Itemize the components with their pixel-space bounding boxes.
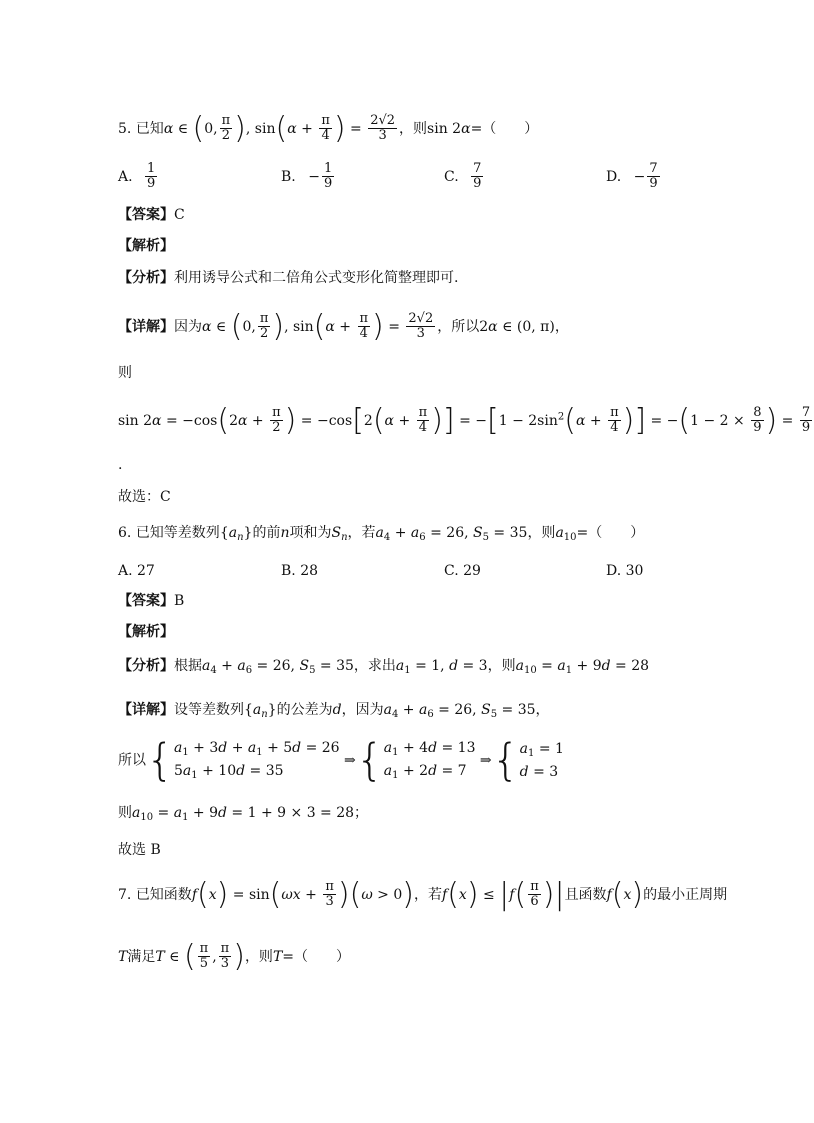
q5-suffix: ，则 bbox=[399, 121, 428, 138]
q5-tail: =（ ） bbox=[470, 121, 539, 138]
q5-dot: . bbox=[118, 457, 123, 473]
q5-number: 5. bbox=[118, 121, 132, 138]
answer-tag: 【答案】 bbox=[118, 207, 174, 223]
q5-fenxi: 【分析】利用诱导公式和二倍角公式变形化简整理即可. bbox=[118, 270, 459, 286]
q6-fenxi: 【分析】根据$a_4 + a_6 = 26$, $S_5 = 35$，求出$a_1 = 1$, d = 3，则$a_{10} = a_1 + 9d = 28$ bbox=[118, 658, 650, 676]
q5-answer bbox=[118, 208, 185, 222]
q6-result: 则$a_{10} = a_1 + 9d = 1 + 9 \times 3 = 28$； bbox=[118, 805, 369, 823]
q5-prefix: 已知 bbox=[135, 121, 164, 138]
q5-stem: 5. 已知α ∈ (0, $\frac{\pi}{2}$ ), sin(α + $\frac{\pi}{4}$ ) = $\frac{2√2}{3}$ ，则sin 2α=（ ） bbox=[118, 111, 539, 147]
q6-conclusion: 故选 B bbox=[118, 842, 161, 858]
q5-conclusion: 故选：C bbox=[118, 489, 171, 505]
q6-option-a: A. 27 bbox=[118, 563, 155, 579]
q5-option-a: A. $\frac{1}{9}$ bbox=[118, 161, 156, 192]
q6-system: 所以{ $a_1 + 3d + a_1 + 5d = 26$ $5a_1 + 10d = 35$ ⇒{ $a_1 + 4d = 13$ $a_1 + 2d = 7$ ⇒{ $a_1 = 1$ d = 3 bbox=[118, 734, 564, 786]
q5-option-d: D. − $\frac{7}{9}$ bbox=[606, 161, 658, 192]
q5-option-b: B. − $\frac{1}{9}$ bbox=[281, 161, 333, 192]
q6-detail: 【详解】设等差数列$\{a_n\}$的公差为d，因为$a_4 + a_6 = 26$, $S_5 = 35$， bbox=[118, 702, 550, 720]
q5-detail: 【详解】因为α ∈ (0, $\frac{\pi}{2}$ ), sin(α + $\frac{\pi}{4}$ ) = $\frac{2√2}{3}$ ，所以2α ∈ (0, π)， bbox=[118, 309, 569, 345]
q6-answer: 【答案】B bbox=[118, 593, 185, 609]
q5-derivation: sin 2α = −cos(2α + $\frac{\pi}{2}$ ) = −cos[2(α + $\frac{\pi}{4}$ )] = $-[1 - 2\sin^2(\alpha$ + $\frac{\pi}{4}$ )] = −(1 − 2 × $\frac{8}{9}$ ) = $\frac{7}{9}$ bbox=[118, 403, 811, 439]
q5-option-c: C. $\frac{7}{9}$ bbox=[444, 161, 482, 192]
q5-ze: 则 bbox=[118, 365, 132, 381]
q5-analysis-tag: 【解析】 bbox=[118, 238, 174, 254]
q6-analysis-tag: 【解析】 bbox=[118, 624, 174, 640]
q6-option-d: D. 30 bbox=[606, 563, 644, 579]
answer-value: C bbox=[174, 207, 185, 223]
q7-stem-line1: 7. 已知函数f(x) = sin(ωx + $\frac{\pi}{3}$ )(ω > 0)，若f(x) ≤ |f( $\frac{\pi}{6}$ )|且函数f(x)的最小正周期 bbox=[118, 877, 728, 913]
q7-stem-line2: T满足T ∈ ( $\frac{\pi}{5}$ , $\frac{\pi}{3}$ )，则T=（ ） bbox=[118, 939, 351, 975]
q6-stem: 6. 已知等差数列$\{a_n\}$的前n项和为$S_n$，若$a_4 + a_6 = 26$, $S_5 = 35$，则$a_{10}=$（ ） bbox=[118, 525, 645, 543]
q6-option-b: B. 28 bbox=[281, 563, 319, 579]
q6-option-c: C. 29 bbox=[444, 563, 481, 579]
